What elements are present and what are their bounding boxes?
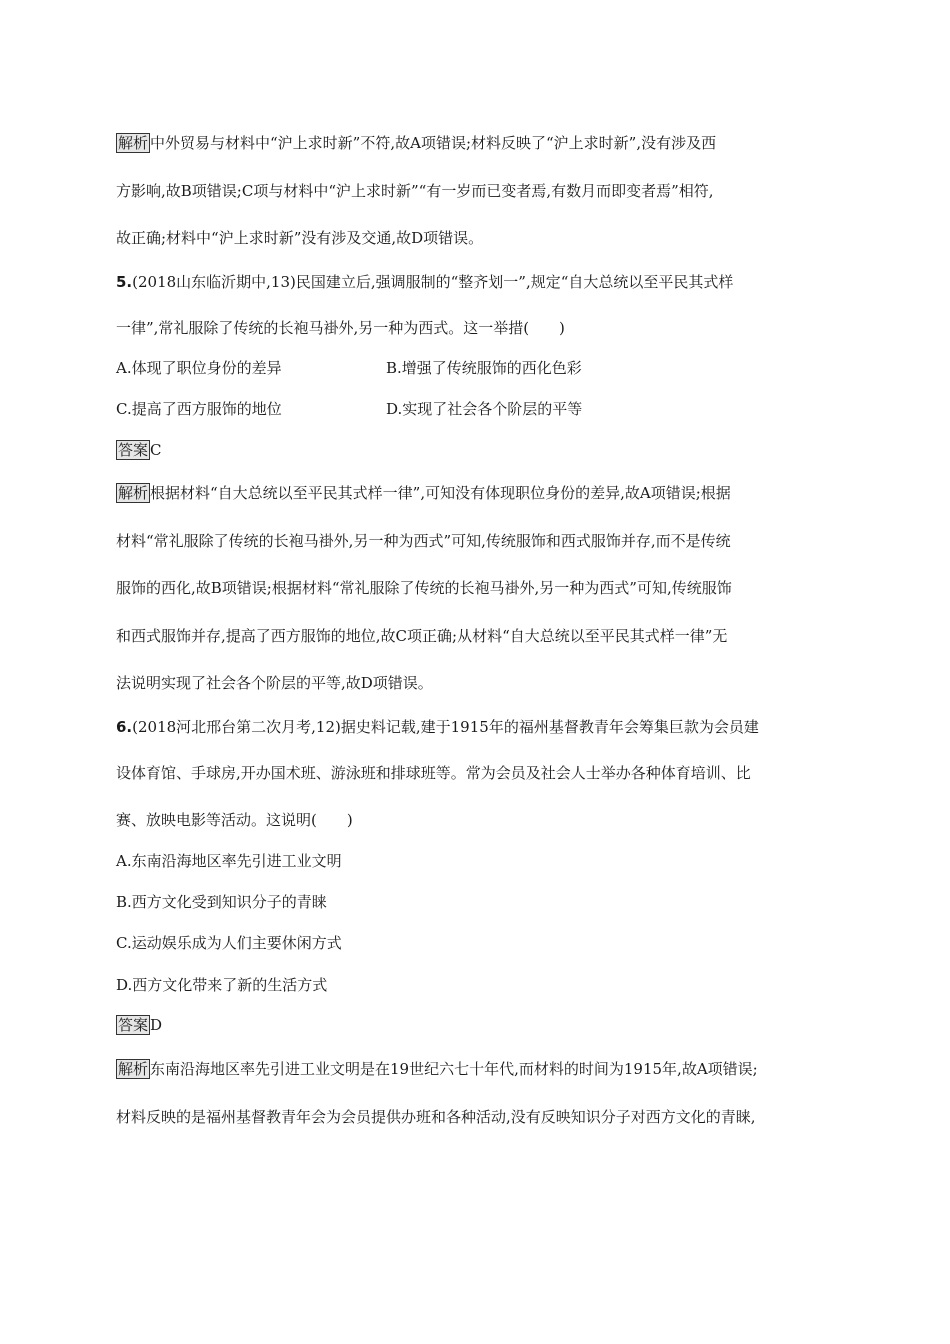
option-a: A.体现了职位身份的差异 xyxy=(116,359,282,377)
analysis-label: 解析 xyxy=(118,1060,149,1078)
analysis-line: 和西式服饰并存,提高了西方服饰的地位,故C项正确;从材料“自大总统以至平民其式样一律”无 xyxy=(116,627,728,645)
answer-value: C xyxy=(150,441,162,459)
question-stem-line: 赛、放映电影等活动。这说明( ) xyxy=(116,811,353,829)
analysis-label: 解析 xyxy=(118,134,149,152)
option-d: D.西方文化带来了新的生活方式 xyxy=(116,976,328,994)
answer-value: D xyxy=(150,1016,163,1034)
analysis-label: 解析 xyxy=(118,484,149,502)
option-d: D.实现了社会各个阶层的平等 xyxy=(386,400,583,418)
analysis-line: 解析 中外贸易与材料中“沪上求时新”不符,故A项错误;材料反映了“沪上求时新”,没有涉及西 xyxy=(118,134,717,152)
answer-label: 答案 xyxy=(118,441,149,459)
analysis-line: 材料反映的是福州基督教青年会为会员提供办班和各种活动,没有反映知识分子对西方文化的青睐, xyxy=(116,1108,756,1126)
analysis-line: 解析 东南沿海地区率先引进工业文明是在19世纪六七十年代,而材料的时间为1915年,故A项错误; xyxy=(118,1060,758,1078)
question-stem-line: 设体育馆、手球房,开办国术班、游泳班和排球班等。常为会员及社会人士举办各种体育培训、比 xyxy=(116,764,751,782)
analysis-line: 解析 根据材料“自大总统以至平民其式样一律”,可知没有体现职位身份的差异,故A项错误;根据 xyxy=(118,484,731,502)
analysis-line: 法说明实现了社会各个阶层的平等,故D项错误。 xyxy=(116,674,433,692)
option-a: A.东南沿海地区率先引进工业文明 xyxy=(116,852,342,870)
answer-line xyxy=(116,440,842,460)
option-c: C.运动娱乐成为人们主要休闲方式 xyxy=(116,934,342,952)
analysis-line: 故正确;材料中“沪上求时新”没有涉及交通,故D项错误。 xyxy=(116,229,484,247)
question-stem-line: 一律”,常礼服除了传统的长袍马褂外,另一种为西式。这一举措( ) xyxy=(116,319,565,337)
question-stem: 6.(2018河北邢台第二次月考,12)据史料记载,建于1915年的福州基督教青年会筹集巨款为会员建 xyxy=(116,718,759,736)
option-b: B.增强了传统服饰的西化色彩 xyxy=(386,359,582,377)
analysis-line: 材料“常礼服除了传统的长袍马褂外,另一种为西式”可知,传统服饰和西式服饰并存,而不是传统 xyxy=(116,532,731,550)
option-b: B.西方文化受到知识分子的青睐 xyxy=(116,893,327,911)
option-c: C.提高了西方服饰的地位 xyxy=(116,400,282,418)
analysis-line: 服饰的西化,故B项错误;根据材料“常礼服除了传统的长袍马褂外,另一种为西式”可知,传统服饰 xyxy=(116,579,732,597)
answer-line xyxy=(116,1015,842,1035)
question-number: 5. xyxy=(116,273,133,291)
analysis-line: 方影响,故B项错误;C项与材料中“沪上求时新”“有一岁而已变者焉,有数月而即变者焉”相符, xyxy=(116,182,714,200)
question-number: 6. xyxy=(116,718,133,736)
answer-label: 答案 xyxy=(118,1016,149,1034)
question-stem: 5.(2018山东临沂期中,13)民国建立后,强调服制的“整齐划一”,规定“自大总统以至平民其式样 xyxy=(116,273,734,291)
